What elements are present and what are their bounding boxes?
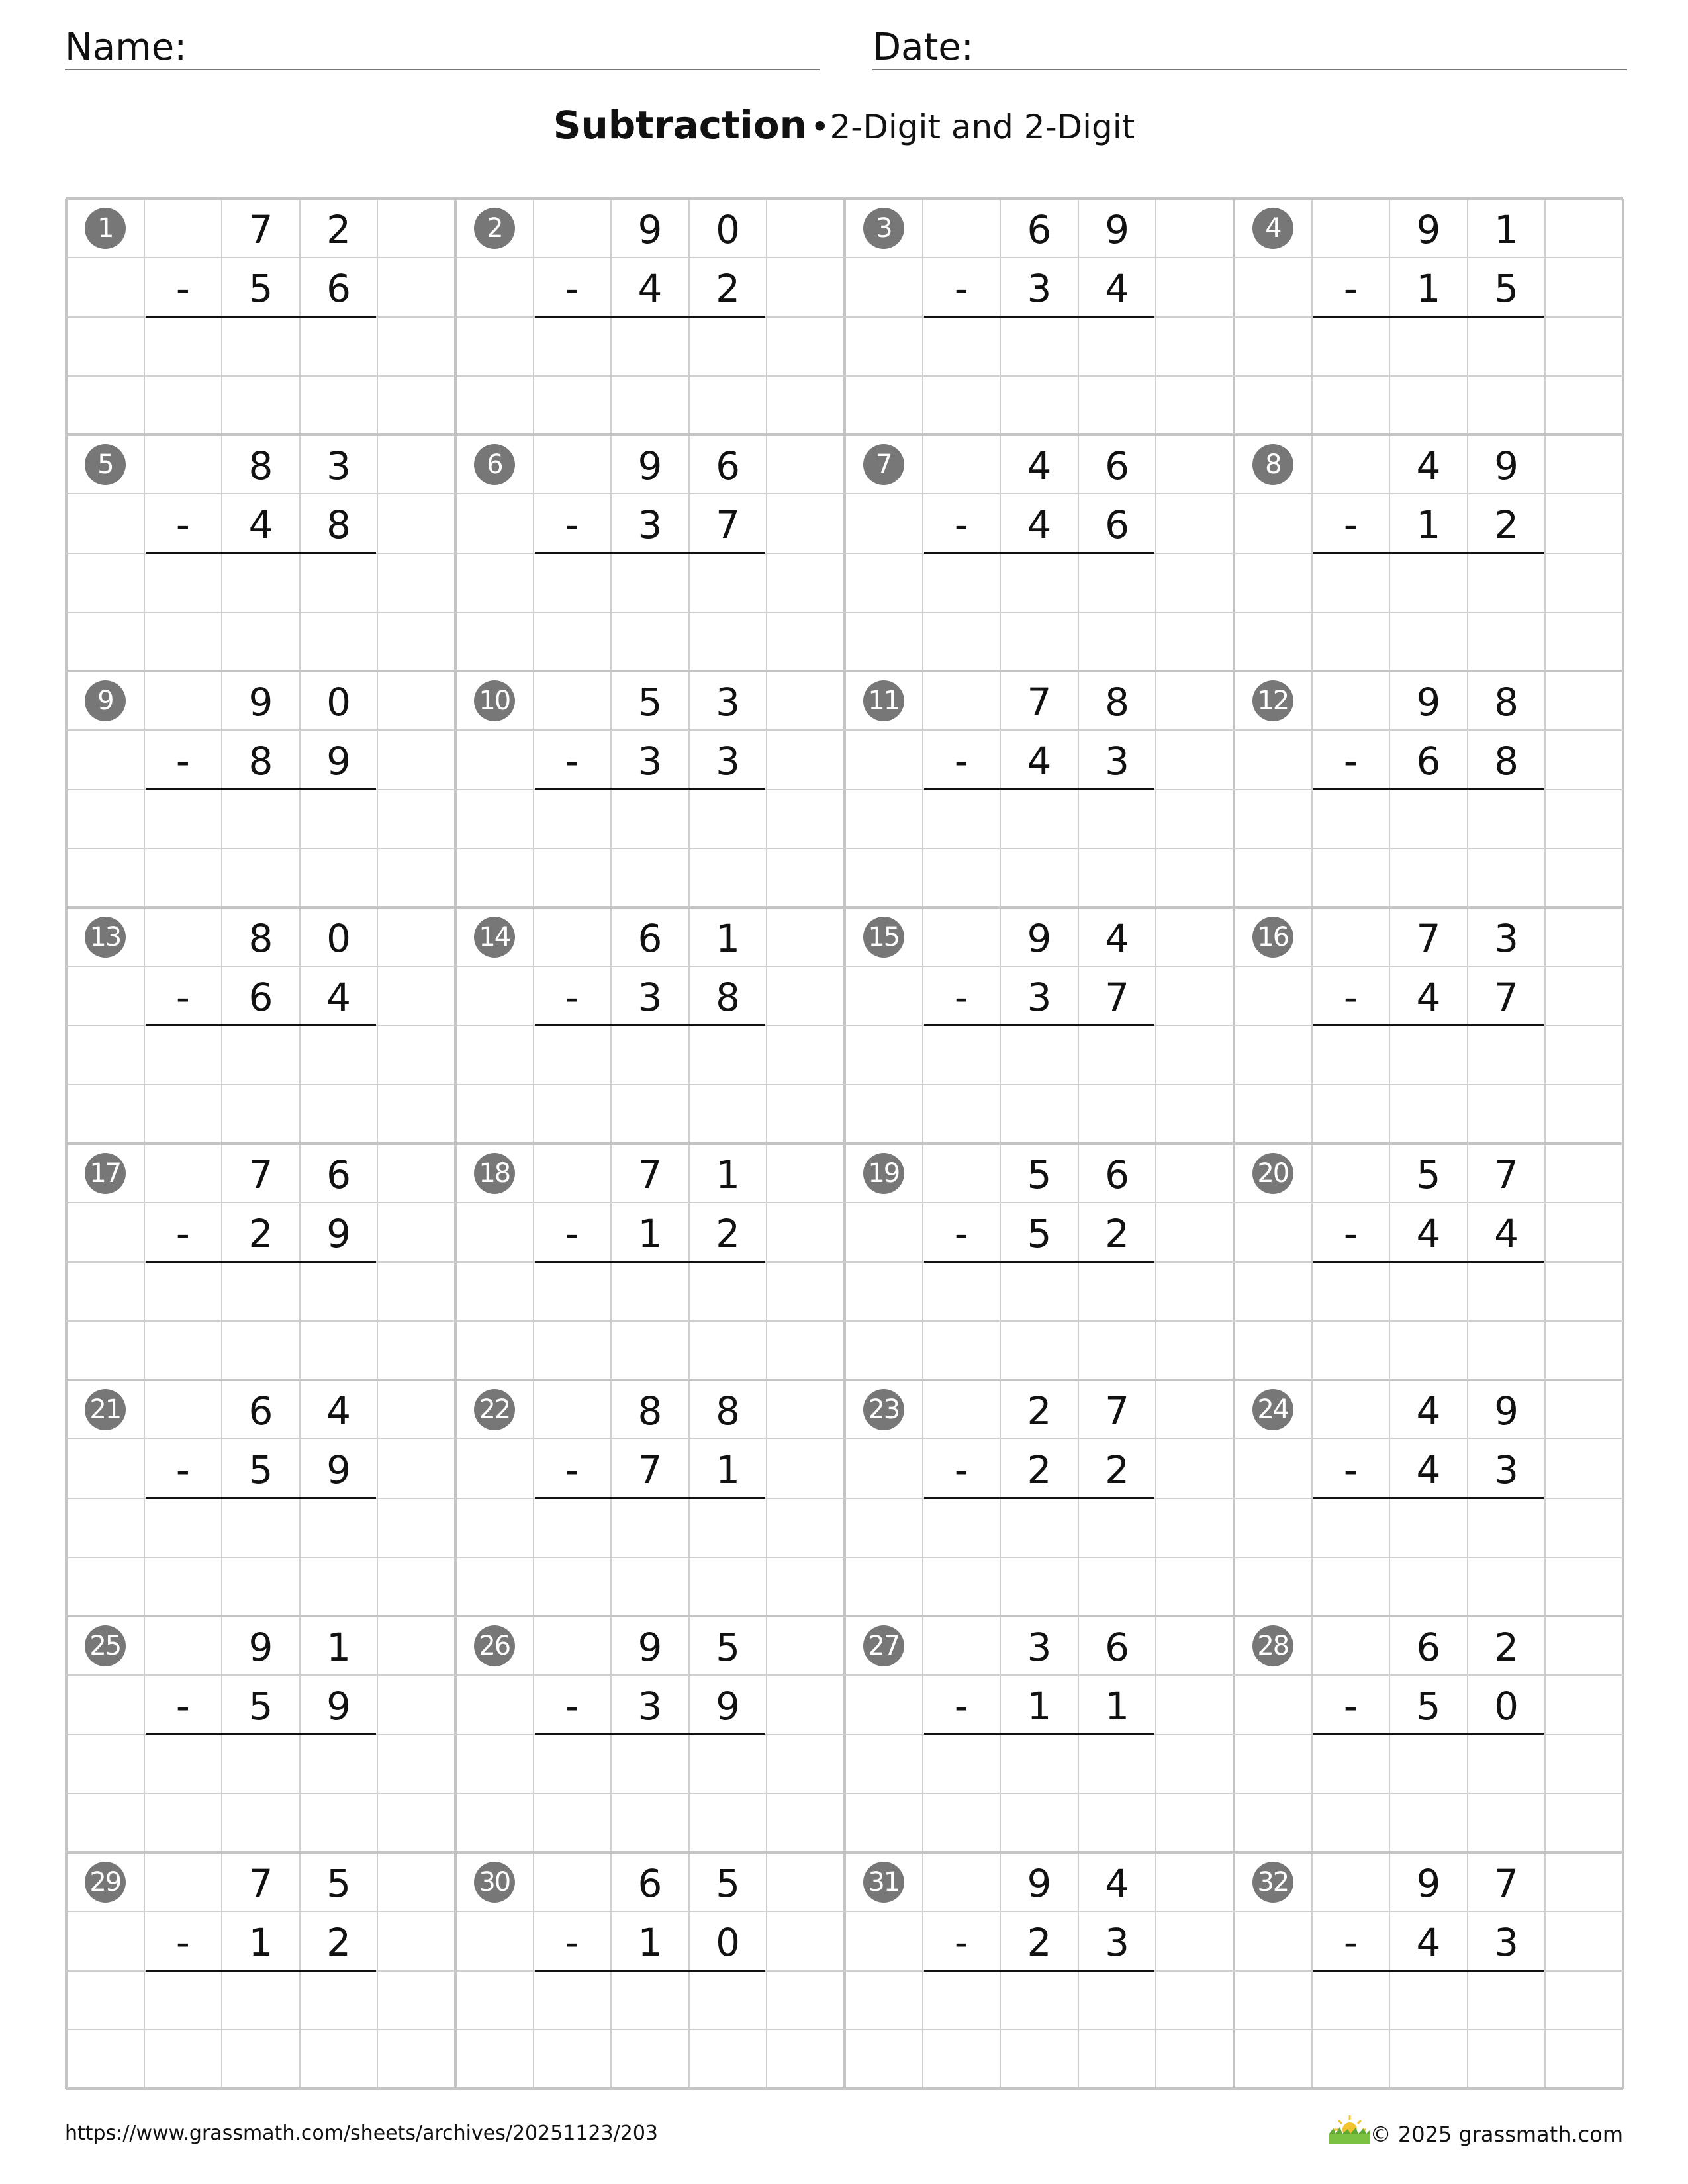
answer-line: [1313, 1024, 1544, 1026]
problem-number-badge: 7: [863, 444, 904, 485]
answer-line: [1313, 788, 1544, 790]
problem-number-badge: 5: [85, 444, 126, 485]
minus-sign: -: [1343, 1683, 1358, 1729]
minus-sign: -: [565, 1210, 579, 1256]
problem-13: [66, 907, 455, 1144]
subtrahend-ones-digit: 8: [326, 502, 352, 547]
minuend-ones-digit: 6: [1105, 1152, 1130, 1197]
subtrahend-ones-digit: 2: [326, 1919, 352, 1965]
problem-number-badge: 16: [1252, 917, 1293, 958]
minuend-ones-digit: 8: [1494, 679, 1519, 725]
problem-number-badge: 10: [474, 680, 515, 721]
subtrahend-tens-digit: 5: [248, 1683, 273, 1729]
minuend-ones-digit: 7: [1105, 1388, 1130, 1433]
subtrahend-tens-digit: 3: [1027, 974, 1052, 1020]
subtrahend-ones-digit: 9: [716, 1683, 741, 1729]
answer-line: [1313, 1970, 1544, 1972]
problem-number-badge: 28: [1252, 1625, 1293, 1666]
problem-12: [1234, 671, 1623, 907]
minus-sign: -: [954, 1447, 968, 1492]
subtrahend-tens-digit: 4: [1027, 738, 1052, 784]
subtrahend-tens-digit: 4: [637, 265, 663, 311]
answer-line: [146, 1733, 377, 1735]
answer-line: [146, 1970, 377, 1972]
grass-sun-logo-icon: [1328, 2113, 1372, 2146]
subtrahend-tens-digit: 4: [1416, 1447, 1441, 1492]
problem-24: [1234, 1380, 1623, 1616]
minus-sign: -: [565, 1919, 579, 1965]
subtrahend-ones-digit: 2: [716, 265, 741, 311]
minuend-ones-digit: 0: [326, 915, 352, 961]
subtrahend-ones-digit: 7: [1105, 974, 1130, 1020]
subtrahend-ones-digit: 1: [1105, 1683, 1130, 1729]
answer-line: [146, 788, 377, 790]
minus-sign: -: [175, 1683, 190, 1729]
answer-line: [535, 316, 766, 318]
subtrahend-ones-digit: 9: [326, 1447, 352, 1492]
subtrahend-ones-digit: 0: [716, 1919, 741, 1965]
minus-sign: -: [954, 738, 968, 784]
subtrahend-ones-digit: 4: [1494, 1210, 1519, 1256]
answer-line: [146, 1024, 377, 1026]
minuend-tens-digit: 9: [1027, 915, 1052, 961]
minuend-ones-digit: 6: [326, 1152, 352, 1197]
minuend-ones-digit: 8: [716, 1388, 741, 1433]
problem-17: [66, 1144, 455, 1380]
problem-number-badge: 21: [85, 1389, 126, 1430]
problem-number-badge: 12: [1252, 680, 1293, 721]
answer-line: [146, 1261, 377, 1263]
problem-number-badge: 25: [85, 1625, 126, 1666]
date-field[interactable]: [872, 24, 1627, 70]
minuend-ones-digit: 5: [326, 1860, 352, 1906]
worksheet-title: [0, 103, 1688, 148]
minuend-ones-digit: 3: [1494, 915, 1519, 961]
subtrahend-ones-digit: 9: [326, 1210, 352, 1256]
subtrahend-ones-digit: 6: [1105, 502, 1130, 547]
minus-sign: -: [1343, 1447, 1358, 1492]
minus-sign: -: [175, 1210, 190, 1256]
subtrahend-ones-digit: 2: [1494, 502, 1519, 547]
subtrahend-tens-digit: 2: [1027, 1919, 1052, 1965]
minus-sign: -: [565, 1683, 579, 1729]
problem-number-badge: 11: [863, 680, 904, 721]
answer-line: [924, 316, 1155, 318]
problem-28: [1234, 1616, 1623, 1852]
subtrahend-ones-digit: 9: [326, 738, 352, 784]
subtrahend-tens-digit: 8: [248, 738, 273, 784]
minuend-ones-digit: 3: [716, 679, 741, 725]
answer-line: [1313, 1261, 1544, 1263]
title-subtitle: 2-Digit and 2-Digit: [829, 108, 1135, 146]
problem-4: [1234, 199, 1623, 435]
answer-line: [535, 1970, 766, 1972]
problem-number-badge: 2: [474, 208, 515, 249]
minuend-ones-digit: 1: [326, 1624, 352, 1670]
problem-5: [66, 435, 455, 671]
answer-line: [535, 1497, 766, 1499]
subtrahend-ones-digit: 6: [326, 265, 352, 311]
answer-line: [1313, 1733, 1544, 1735]
minuend-ones-digit: 4: [1105, 915, 1130, 961]
title-separator: •: [810, 108, 830, 146]
minuend-tens-digit: 7: [248, 1860, 273, 1906]
answer-line: [924, 1261, 1155, 1263]
minuend-ones-digit: 5: [716, 1624, 741, 1670]
problem-number-badge: 14: [474, 917, 515, 958]
footer-url: https://www.grassmath.com/sheets/archives/20251123/203: [65, 2122, 659, 2145]
subtrahend-ones-digit: 3: [1494, 1919, 1519, 1965]
minuend-tens-digit: 6: [1027, 206, 1052, 252]
minuend-ones-digit: 7: [1494, 1152, 1519, 1197]
answer-line: [924, 788, 1155, 790]
answer-line: [535, 788, 766, 790]
minus-sign: -: [565, 1447, 579, 1492]
problem-number-badge: 19: [863, 1153, 904, 1194]
minus-sign: -: [954, 502, 968, 547]
minuend-ones-digit: 6: [1105, 443, 1130, 488]
problem-number-badge: 4: [1252, 208, 1293, 249]
subtrahend-tens-digit: 4: [248, 502, 273, 547]
minuend-ones-digit: 6: [716, 443, 741, 488]
minuend-tens-digit: 6: [637, 1860, 663, 1906]
minus-sign: -: [175, 974, 190, 1020]
minuend-tens-digit: 8: [637, 1388, 663, 1433]
problem-30: [455, 1852, 845, 2089]
minus-sign: -: [954, 1683, 968, 1729]
minus-sign: -: [175, 265, 190, 311]
subtrahend-tens-digit: 6: [1416, 738, 1441, 784]
minuend-tens-digit: 2: [1027, 1388, 1052, 1433]
problem-number-badge: 17: [85, 1153, 126, 1194]
problem-number-badge: 8: [1252, 444, 1293, 485]
subtrahend-tens-digit: 4: [1027, 502, 1052, 547]
subtrahend-tens-digit: 2: [1027, 1447, 1052, 1492]
problem-number-badge: 23: [863, 1389, 904, 1430]
subtrahend-tens-digit: 3: [1027, 265, 1052, 311]
answer-line: [924, 552, 1155, 554]
minuend-ones-digit: 0: [716, 206, 741, 252]
problem-number-badge: 30: [474, 1862, 515, 1903]
subtrahend-ones-digit: 3: [1105, 738, 1130, 784]
minus-sign: -: [565, 738, 579, 784]
minuend-tens-digit: 4: [1416, 1388, 1441, 1433]
subtrahend-tens-digit: 1: [1416, 502, 1441, 547]
subtrahend-ones-digit: 1: [716, 1447, 741, 1492]
minus-sign: -: [954, 1210, 968, 1256]
problem-18: [455, 1144, 845, 1380]
minuend-tens-digit: 6: [637, 915, 663, 961]
minuend-ones-digit: 3: [326, 443, 352, 488]
minuend-ones-digit: 0: [326, 679, 352, 725]
problem-16: [1234, 907, 1623, 1144]
problem-15: [845, 907, 1234, 1144]
problem-number-badge: 1: [85, 208, 126, 249]
minus-sign: -: [954, 1919, 968, 1965]
answer-line: [146, 316, 377, 318]
minus-sign: -: [175, 738, 190, 784]
minuend-tens-digit: 9: [637, 443, 663, 488]
minuend-tens-digit: 9: [1416, 206, 1441, 252]
subtrahend-tens-digit: 4: [1416, 974, 1441, 1020]
problem-number-badge: 18: [474, 1153, 515, 1194]
problem-number-badge: 31: [863, 1862, 904, 1903]
problem-number-badge: 24: [1252, 1389, 1293, 1430]
answer-line: [924, 1970, 1155, 1972]
answer-line: [535, 552, 766, 554]
subtrahend-tens-digit: 6: [248, 974, 273, 1020]
subtrahend-ones-digit: 3: [1494, 1447, 1519, 1492]
subtrahend-ones-digit: 3: [1105, 1919, 1130, 1965]
minuend-tens-digit: 7: [248, 1152, 273, 1197]
subtrahend-tens-digit: 1: [637, 1210, 663, 1256]
problem-9: [66, 671, 455, 907]
answer-line: [146, 1497, 377, 1499]
minus-sign: -: [954, 974, 968, 1020]
minuend-tens-digit: 4: [1027, 443, 1052, 488]
subtrahend-ones-digit: 5: [1494, 265, 1519, 311]
subtrahend-tens-digit: 5: [1416, 1683, 1441, 1729]
problem-21: [66, 1380, 455, 1616]
problem-19: [845, 1144, 1234, 1380]
minuend-ones-digit: 5: [716, 1860, 741, 1906]
subtrahend-ones-digit: 7: [1494, 974, 1519, 1020]
problem-number-badge: 26: [474, 1625, 515, 1666]
subtrahend-ones-digit: 2: [716, 1210, 741, 1256]
minuend-ones-digit: 4: [326, 1388, 352, 1433]
minuend-ones-digit: 9: [1494, 1388, 1519, 1433]
problem-grid: [66, 199, 1623, 2089]
minuend-tens-digit: 9: [637, 206, 663, 252]
minus-sign: -: [954, 265, 968, 311]
answer-line: [535, 1024, 766, 1026]
problem-number-badge: 15: [863, 917, 904, 958]
subtrahend-ones-digit: 8: [716, 974, 741, 1020]
subtrahend-tens-digit: 4: [1416, 1919, 1441, 1965]
minuend-tens-digit: 7: [637, 1152, 663, 1197]
minuend-ones-digit: 2: [326, 206, 352, 252]
answer-line: [535, 1261, 766, 1263]
problem-number-badge: 32: [1252, 1862, 1293, 1903]
subtrahend-ones-digit: 2: [1105, 1210, 1130, 1256]
problem-number-badge: 29: [85, 1862, 126, 1903]
answer-line: [146, 552, 377, 554]
subtrahend-tens-digit: 7: [637, 1447, 663, 1492]
minuend-tens-digit: 9: [248, 679, 273, 725]
minus-sign: -: [565, 265, 579, 311]
minus-sign: -: [1343, 974, 1358, 1020]
answer-line: [924, 1497, 1155, 1499]
subtrahend-ones-digit: 3: [716, 738, 741, 784]
problem-number-badge: 27: [863, 1625, 904, 1666]
problem-number-badge: 13: [85, 917, 126, 958]
minuend-ones-digit: 2: [1494, 1624, 1519, 1670]
footer-copyright: © 2025 grassmath.com: [1370, 2122, 1623, 2147]
minus-sign: -: [175, 502, 190, 547]
subtrahend-tens-digit: 2: [248, 1210, 273, 1256]
minus-sign: -: [175, 1447, 190, 1492]
minus-sign: -: [1343, 502, 1358, 547]
problem-14: [455, 907, 845, 1144]
minuend-ones-digit: 1: [1494, 206, 1519, 252]
minuend-tens-digit: 9: [1027, 1860, 1052, 1906]
problem-8: [1234, 435, 1623, 671]
subtrahend-ones-digit: 0: [1494, 1683, 1519, 1729]
minuend-tens-digit: 5: [637, 679, 663, 725]
problem-27: [845, 1616, 1234, 1852]
minuend-ones-digit: 6: [1105, 1624, 1130, 1670]
minuend-tens-digit: 6: [248, 1388, 273, 1433]
minuend-ones-digit: 8: [1105, 679, 1130, 725]
subtrahend-tens-digit: 1: [1416, 265, 1441, 311]
minuend-tens-digit: 9: [637, 1624, 663, 1670]
minuend-ones-digit: 7: [1494, 1860, 1519, 1906]
subtrahend-tens-digit: 1: [248, 1919, 273, 1965]
minus-sign: -: [1343, 738, 1358, 784]
problem-number-badge: 3: [863, 208, 904, 249]
problem-20: [1234, 1144, 1623, 1380]
minuend-ones-digit: 4: [1105, 1860, 1130, 1906]
minuend-tens-digit: 6: [1416, 1624, 1441, 1670]
problem-number-badge: 22: [474, 1389, 515, 1430]
problem-23: [845, 1380, 1234, 1616]
minuend-tens-digit: 9: [1416, 1860, 1441, 1906]
minuend-tens-digit: 8: [248, 915, 273, 961]
title-main: Subtraction: [553, 103, 807, 148]
subtrahend-ones-digit: 4: [1105, 265, 1130, 311]
minuend-tens-digit: 3: [1027, 1624, 1052, 1670]
problem-7: [845, 435, 1234, 671]
problem-number-badge: 20: [1252, 1153, 1293, 1194]
subtrahend-ones-digit: 4: [326, 974, 352, 1020]
minuend-tens-digit: 7: [1027, 679, 1052, 725]
subtrahend-ones-digit: 2: [1105, 1447, 1130, 1492]
minus-sign: -: [565, 974, 579, 1020]
minus-sign: -: [1343, 1210, 1358, 1256]
minuend-ones-digit: 1: [716, 1152, 741, 1197]
problem-6: [455, 435, 845, 671]
subtrahend-tens-digit: 5: [1027, 1210, 1052, 1256]
problem-number-badge: 6: [474, 444, 515, 485]
problem-32: [1234, 1852, 1623, 2089]
minuend-tens-digit: 9: [1416, 679, 1441, 725]
minus-sign: -: [175, 1919, 190, 1965]
subtrahend-tens-digit: 1: [637, 1919, 663, 1965]
subtrahend-tens-digit: 3: [637, 1683, 663, 1729]
problem-31: [845, 1852, 1234, 2089]
problem-11: [845, 671, 1234, 907]
date-label: Date:: [872, 26, 974, 69]
subtrahend-tens-digit: 5: [248, 1447, 273, 1492]
answer-line: [1313, 316, 1544, 318]
subtrahend-tens-digit: 1: [1027, 1683, 1052, 1729]
problem-number-badge: 9: [85, 680, 126, 721]
subtrahend-ones-digit: 7: [716, 502, 741, 547]
minuend-ones-digit: 9: [1494, 443, 1519, 488]
minuend-ones-digit: 9: [1105, 206, 1130, 252]
subtrahend-tens-digit: 3: [637, 974, 663, 1020]
problem-10: [455, 671, 845, 907]
problem-26: [455, 1616, 845, 1852]
minuend-ones-digit: 1: [716, 915, 741, 961]
answer-line: [535, 1733, 766, 1735]
subtrahend-tens-digit: 3: [637, 502, 663, 547]
minus-sign: -: [1343, 1919, 1358, 1965]
subtrahend-tens-digit: 5: [248, 265, 273, 311]
minuend-tens-digit: 7: [1416, 915, 1441, 961]
subtrahend-ones-digit: 8: [1494, 738, 1519, 784]
minuend-tens-digit: 5: [1027, 1152, 1052, 1197]
minus-sign: -: [1343, 265, 1358, 311]
minuend-tens-digit: 7: [248, 206, 273, 252]
subtrahend-tens-digit: 3: [637, 738, 663, 784]
name-label: Name:: [65, 26, 187, 69]
problem-22: [455, 1380, 845, 1616]
subtrahend-ones-digit: 9: [326, 1683, 352, 1729]
answer-line: [924, 1024, 1155, 1026]
name-field[interactable]: [65, 24, 820, 70]
answer-line: [1313, 552, 1544, 554]
minus-sign: -: [565, 502, 579, 547]
problem-29: [66, 1852, 455, 2089]
problem-2: [455, 199, 845, 435]
subtrahend-tens-digit: 4: [1416, 1210, 1441, 1256]
minuend-tens-digit: 5: [1416, 1152, 1441, 1197]
problem-25: [66, 1616, 455, 1852]
minuend-tens-digit: 4: [1416, 443, 1441, 488]
minuend-tens-digit: 8: [248, 443, 273, 488]
problem-3: [845, 199, 1234, 435]
answer-line: [1313, 1497, 1544, 1499]
answer-line: [924, 1733, 1155, 1735]
minuend-tens-digit: 9: [248, 1624, 273, 1670]
problem-1: [66, 199, 455, 435]
